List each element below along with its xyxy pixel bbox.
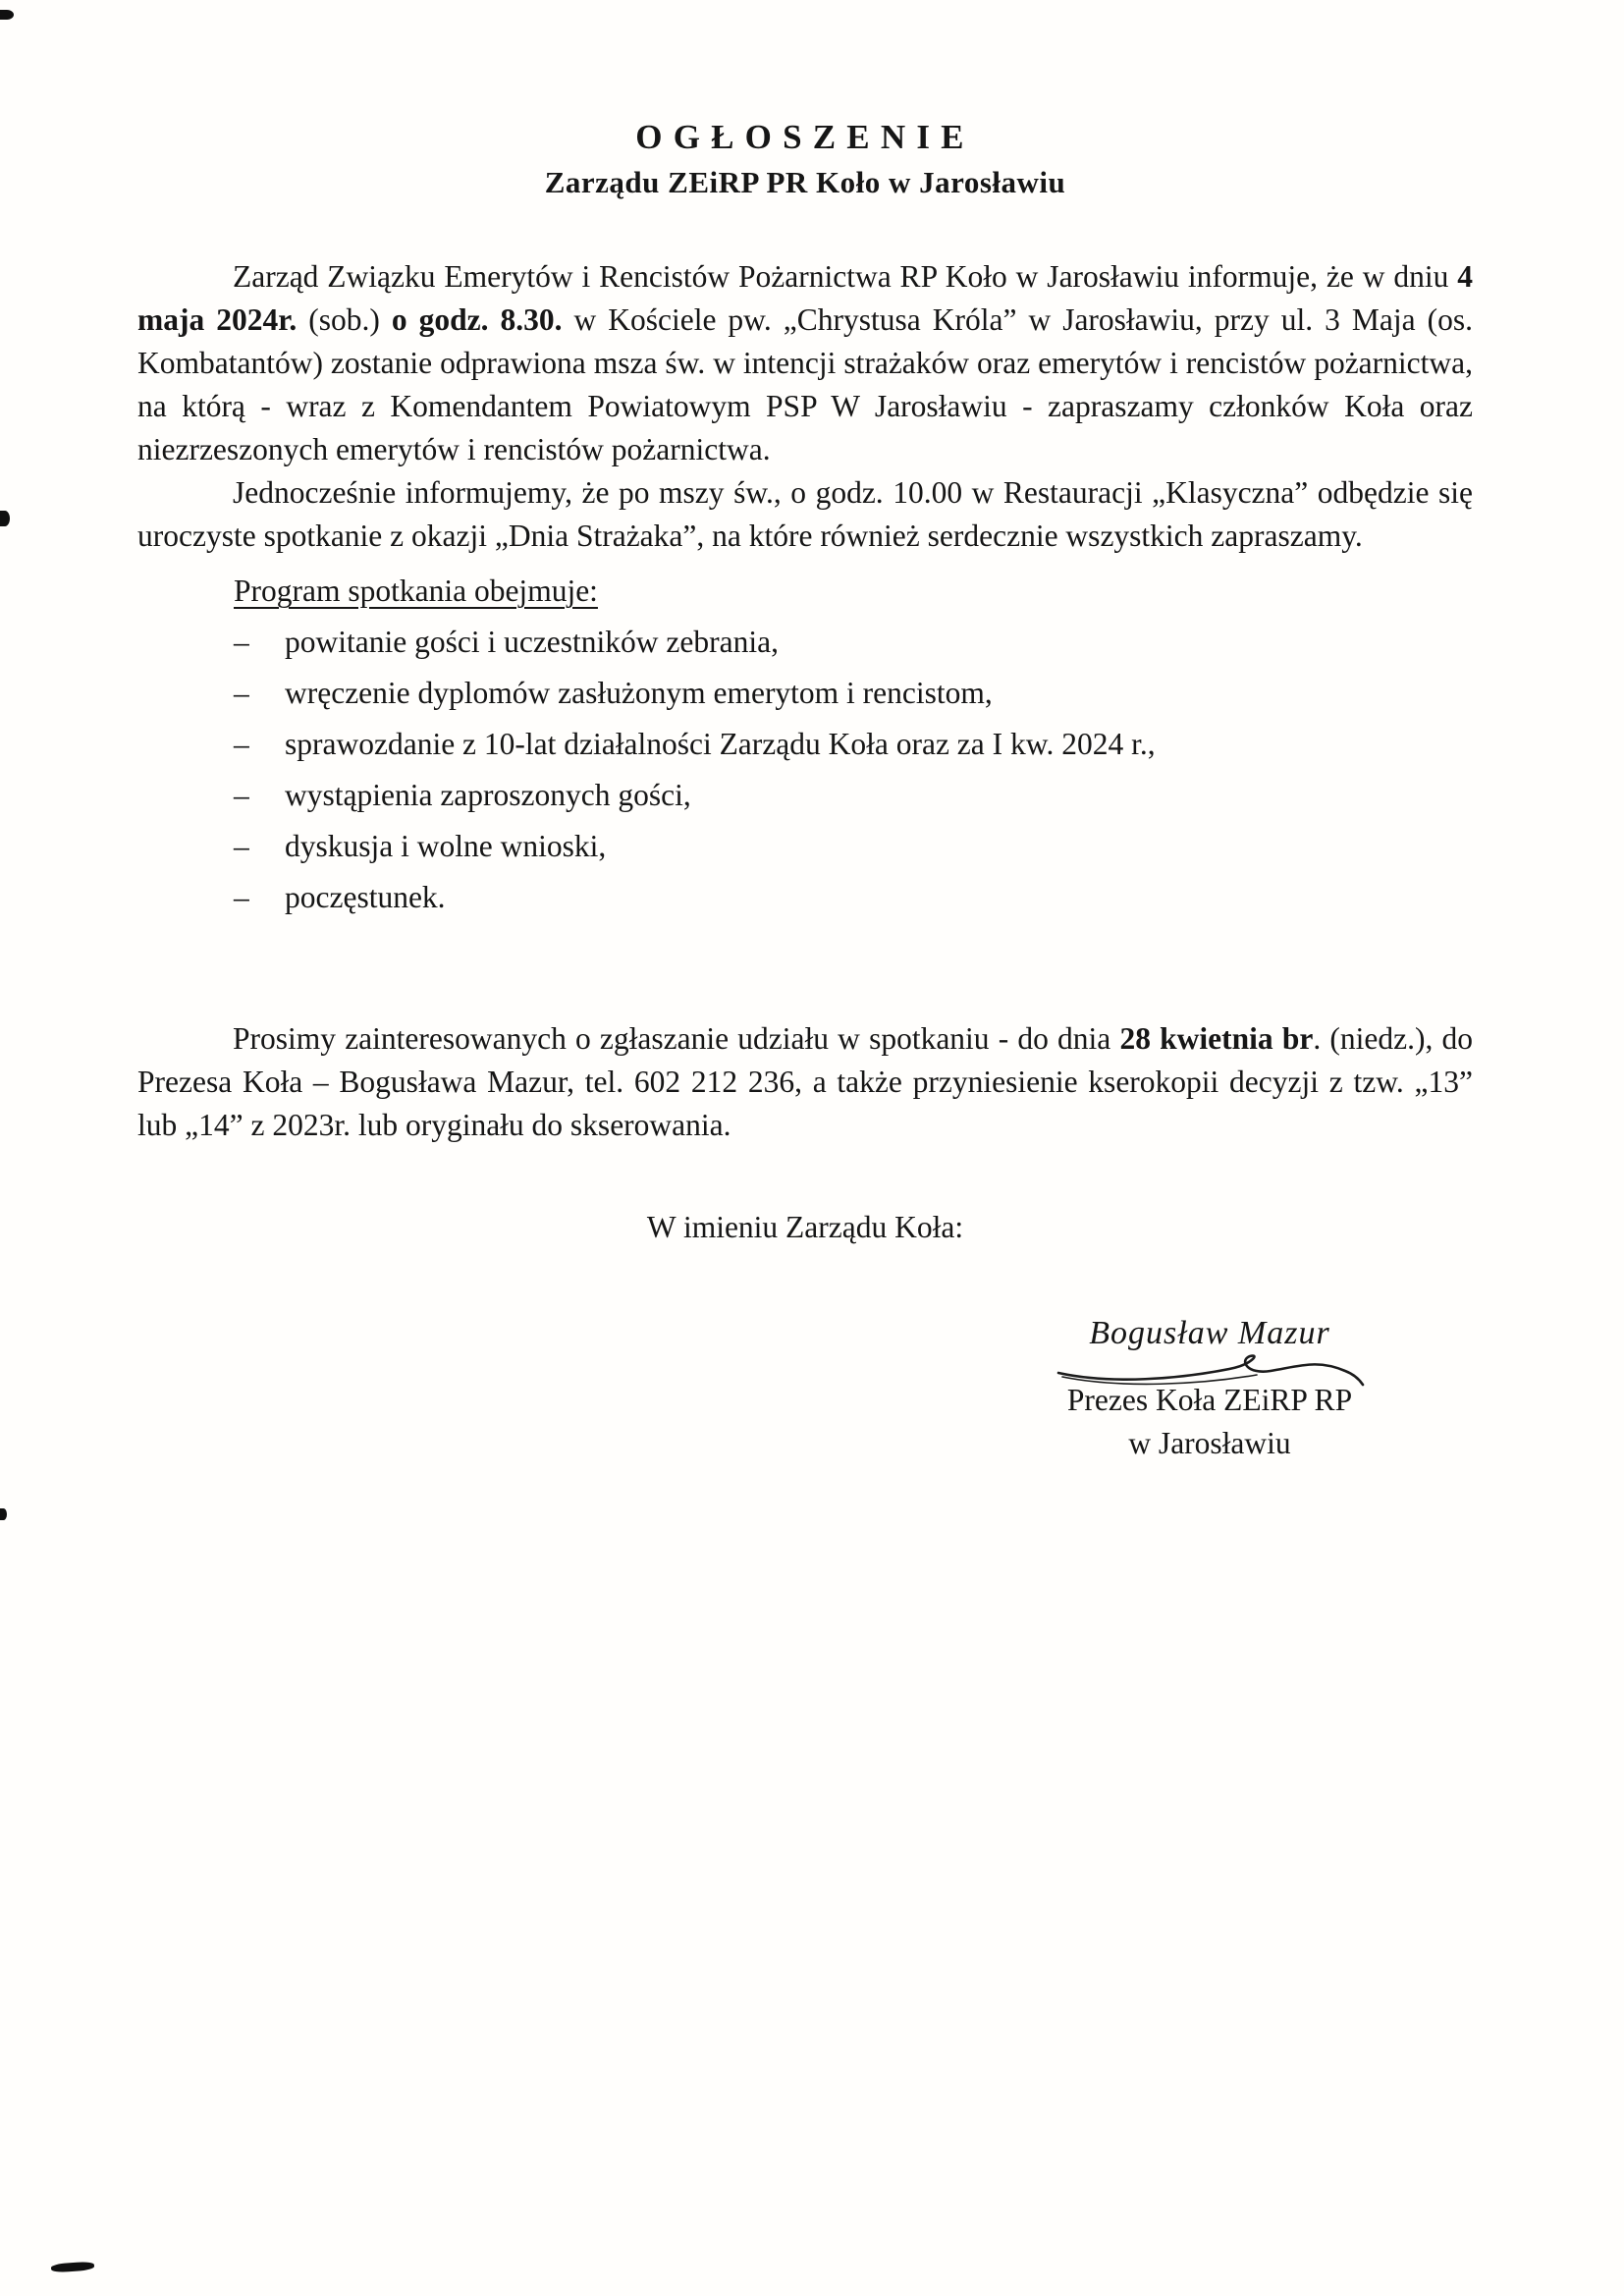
scan-artifact [51,2261,95,2272]
signature-city: w Jarosławiu [1128,1426,1291,1460]
document-title: OGŁOSZENIE [635,118,975,156]
list-dash: – [234,778,249,812]
signature-title: Prezes Koła ZEiRP RP [1066,1383,1353,1417]
list-item [234,872,1473,923]
program-list [234,617,1473,923]
program-heading [234,566,598,617]
para3-deadline-bold: 28 kwietnia br [1119,1021,1314,1056]
list-item [234,617,1473,668]
list-item-text: wystąpienia zaproszonych gości, [285,778,691,812]
paragraph-meeting-info: Jednocześnie informujemy, że po mszy św., o godz. 10.00 w Restauracji „Klasyczna” odbędzie się uroczyste spotkanie z okazji „Dnia Strażaka”, na które również serdecznie wszystkich zapraszamy. [137,475,1473,553]
para1-segment: Zarząd Związku Emerytów i Rencistów Pożarnictwa RP Koło w Jarosławiu informuje, że w dniu [233,259,1458,294]
para3-segment: . (niedz.), do Prezesa Koła – Bogusława Mazur, tel. 602 212 236, a także przyniesienie kserokopii decyzji z tzw. „13” lub „14” z 2023r. lub oryginału do skserowania. [137,1021,1473,1142]
program-heading-text: Program spotkania obejmuje: [234,574,598,608]
list-dash: – [234,676,249,710]
list-item [234,821,1473,872]
list-item-text: poczęstunek. [285,880,446,914]
document-content [137,118,1473,1465]
list-dash: – [234,727,249,761]
paragraph-rsvp [137,1017,1473,1147]
document-subtitle: Zarządu ZEiRP PR Koło w Jarosławiu [544,165,1066,199]
list-item-text: dyskusja i wolne wnioski, [285,829,607,863]
para3-segment: Prosimy zainteresowanych o zgłaszanie udziału w spotkaniu - do dnia [233,1021,1120,1056]
list-item [234,770,1473,821]
para1-time-bold: o godz. 8.30. [391,302,563,337]
scan-artifact [0,1508,7,1520]
signature-block [984,1312,1435,1465]
list-dash: – [234,829,249,863]
list-item-text: wręczenie dyplomów zasłużonym emerytom i rencistom, [285,676,993,710]
list-dash: – [234,625,249,659]
scan-artifact [0,511,10,526]
list-dash: – [234,880,249,914]
para1-segment: (sob.) [297,302,392,337]
list-item-text: powitanie gości i uczestników zebrania, [285,625,779,659]
para1-segment: w Kościele pw. „Chrystusa Króla” w Jarosławiu, przy ul. 3 Maja (os. Kombatantów) zostanie odprawiona msza św. w intencji strażaków oraz emerytów i rencistów pożarnictwa, na którą - wraz z Komendantem Powiatowym PSP W Jarosławiu - zapraszamy członków Koła oraz niezrzeszonych emerytów i rencistów pożarnictwa. [137,302,1473,466]
list-item [234,668,1473,719]
list-item [234,719,1473,770]
signature-name: Bogusław Mazur [1089,1315,1330,1351]
list-item-text: sprawozdanie z 10-lat działalności Zarządu Koła oraz za I kw. 2024 r., [285,727,1156,761]
scan-artifact [0,10,14,20]
paragraph-announcement [137,255,1473,471]
para1-date-bold: 4 maja 2024r. [137,259,1473,337]
closing-line: W imieniu Zarządu Koła: [646,1210,964,1244]
